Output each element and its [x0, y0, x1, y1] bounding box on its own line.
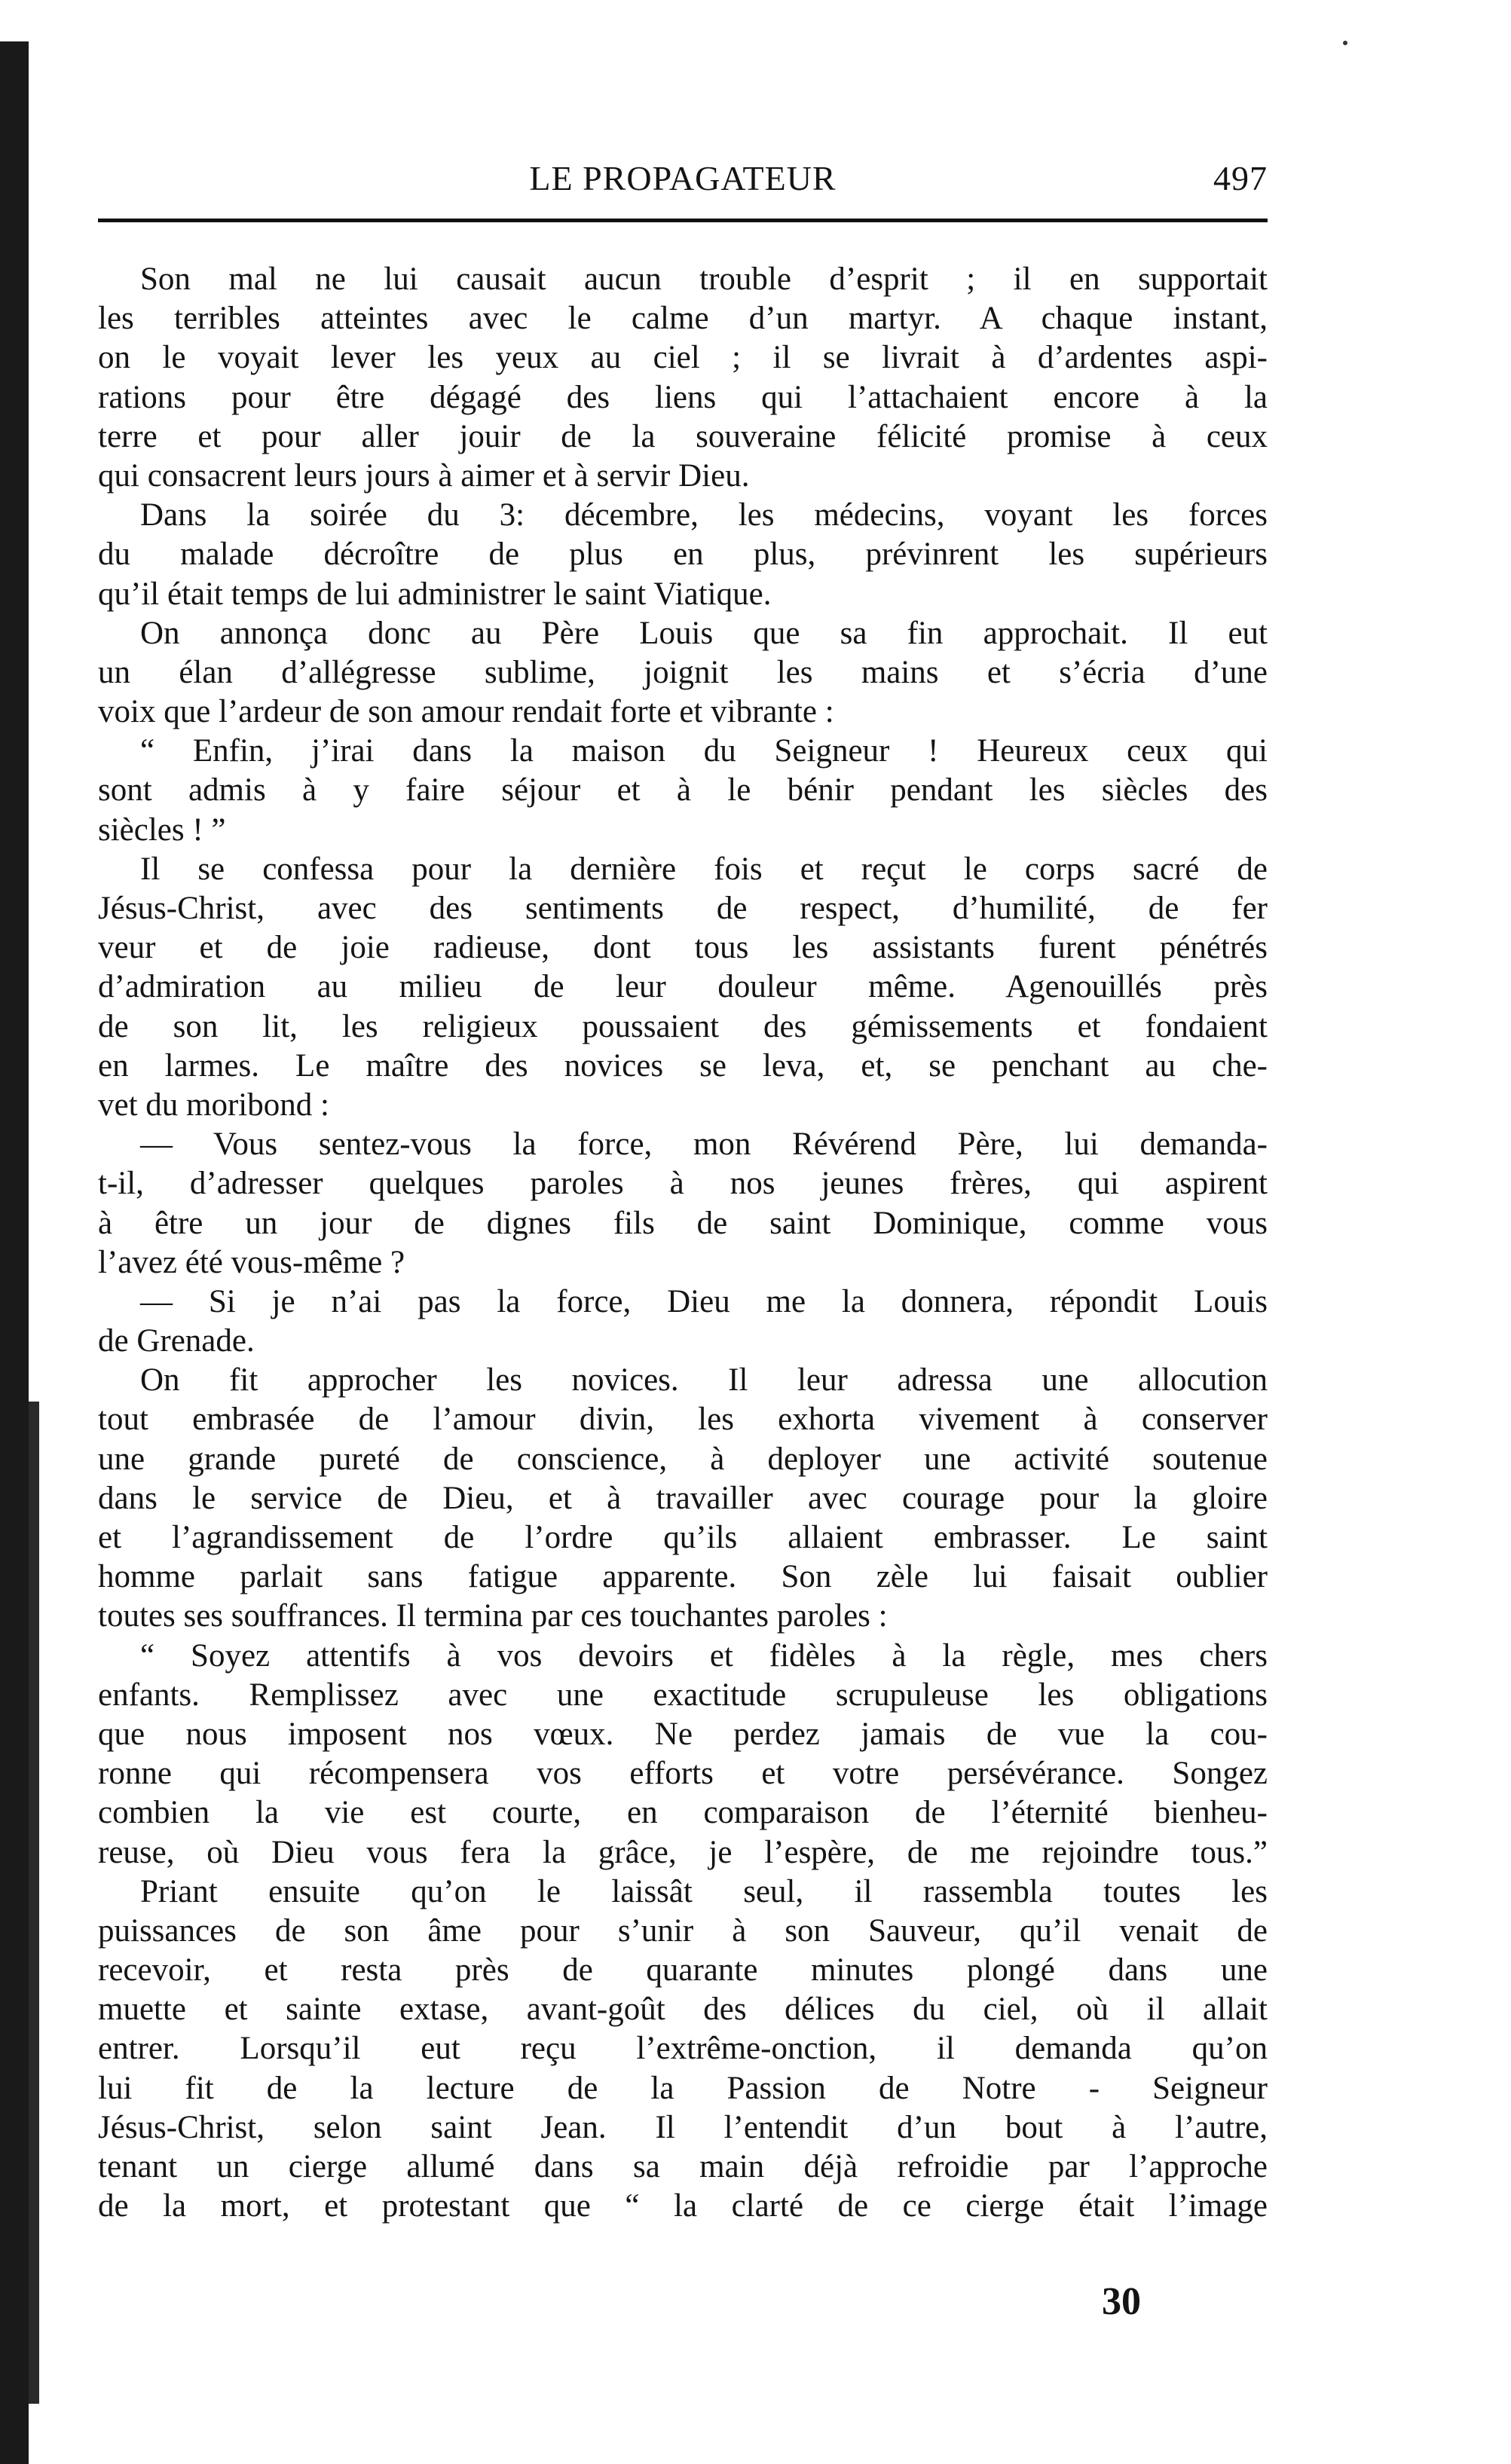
text-line: enfants. Remplissez avec une exactitude scrupuleuse les obligations: [98, 1677, 1268, 1713]
text-line: On annonça donc au Père Louis que sa fin approchait. Il eut: [140, 615, 1268, 651]
text-line: lui fit de la lecture de la Passion de Notre - Seigneur: [98, 2070, 1268, 2106]
text-line: tout embrasée de l’amour divin, les exhorta vivement à conserver: [98, 1402, 1268, 1438]
text-line: veur et de joie radieuse, dont tous les assistants furent pénétrés: [98, 930, 1268, 966]
text-line: d’admiration au milieu de leur douleur même. Agenouillés près: [98, 969, 1268, 1005]
text-line: un élan d’allégresse sublime, joignit les mains et s’écria d’une: [98, 654, 1268, 690]
text-line: Jésus-Christ, avec des sentiments de respect, d’humilité, de fer: [98, 891, 1268, 926]
scan-binding-edge: [0, 41, 29, 2464]
signature-mark: 30: [1102, 2280, 1141, 2323]
scan-binding-shadow: [29, 1402, 39, 2404]
text-line: terre et pour aller jouir de la souveraine félicité promise à ceux: [98, 418, 1268, 454]
scan-speck: [1343, 41, 1347, 45]
text-line: rations pour être dégagé des liens qui l’attachaient encore à la: [98, 379, 1268, 415]
text-line: que nous imposent nos vœux. Ne perdez jamais de vue la cou-: [98, 1716, 1268, 1752]
text-line: Priant ensuite qu’on le laissât seul, il rassembla toutes les: [140, 1873, 1268, 1909]
text-line: Il se confessa pour la dernière fois et reçut le corps sacré de: [140, 851, 1268, 887]
text-line: t-il, d’adresser quelques paroles à nos jeunes frères, qui aspirent: [98, 1166, 1268, 1202]
text-line: reuse, où Dieu vous fera la grâce, je l’espère, de me rejoindre tous.”: [98, 1834, 1268, 1870]
text-line: dans le service de Dieu, et à travailler avec courage pour la gloire: [98, 1480, 1268, 1516]
text-line: et l’agrandissement de l’ordre qu’ils allaient embrasser. Le saint: [98, 1520, 1268, 1555]
text-line: entrer. Lorsqu’il eut reçu l’extrême-onction, il demanda qu’on: [98, 2031, 1268, 2067]
text-line: muette et sainte extase, avant-goût des délices du ciel, où il allait: [98, 1992, 1268, 2028]
text-line: toutes ses souffrances. Il termina par ces touchantes paroles :: [98, 1598, 888, 1634]
text-line: de la mort, et protestant que “ la clarté de ce cierge était l’image: [98, 2188, 1268, 2224]
text-line: — Si je n’ai pas la force, Dieu me la donnera, répondit Louis: [140, 1283, 1268, 1319]
text-line: à être un jour de dignes fils de saint Dominique, comme vous: [98, 1205, 1268, 1241]
text-line: vet du moribond :: [98, 1087, 329, 1123]
text-line: l’avez été vous-même ?: [98, 1244, 405, 1280]
text-line: les terribles atteintes avec le calme d’un martyr. A chaque instant,: [98, 301, 1268, 337]
text-line: de Grenade.: [98, 1323, 255, 1359]
text-line: On fit approcher les novices. Il leur adressa une allocution: [140, 1362, 1268, 1399]
text-line: qu’il était temps de lui administrer le saint Viatique.: [98, 576, 772, 612]
text-line: puissances de son âme pour s’unir à son Sauveur, qu’il venait de: [98, 1912, 1268, 1949]
text-line: — Vous sentez-vous la force, mon Révérend Père, lui demanda-: [140, 1127, 1268, 1163]
book-page: [98, 143, 1268, 2226]
text-line: Dans la soirée du 3: décembre, les médecins, voyant les forces: [140, 497, 1268, 533]
text-line: homme parlait sans fatigue apparente. Son zèle lui faisait oublier: [98, 1559, 1268, 1595]
text-line: qui consacrent leurs jours à aimer et à servir Dieu.: [98, 457, 750, 494]
running-title: LE PROPAGATEUR: [529, 159, 837, 197]
text-line: en larmes. Le maître des novices se leva, et, se penchant au che-: [98, 1047, 1268, 1084]
running-header: [98, 143, 1268, 196]
text-line: de son lit, les religieux poussaient des gémissements et fondaient: [98, 1008, 1268, 1044]
text-line: Jésus-Christ, selon saint Jean. Il l’entendit d’un bout à l’autre,: [98, 2109, 1268, 2145]
body-text: [98, 260, 1268, 2226]
text-line: Son mal ne lui causait aucun trouble d’esprit ; il en supportait: [140, 261, 1268, 297]
text-line: tenant un cierge allumé dans sa main déjà refroidie par l’approche: [98, 2149, 1268, 2184]
text-line: “ Soyez attentifs à vos devoirs et fidèles à la règle, mes chers: [140, 1637, 1268, 1674]
page-number: 497: [1213, 159, 1268, 197]
text-line: “ Enfin, j’irai dans la maison du Seigneur ! Heureux ceux qui: [140, 733, 1268, 769]
text-line: siècles ! ”: [98, 812, 226, 848]
text-line: ronne qui récompensera vos efforts et votre persévérance. Songez: [98, 1756, 1268, 1792]
text-line: voix que l’ardeur de son amour rendait forte et vibrante :: [98, 694, 834, 730]
text-line: on le voyait lever les yeux au ciel ; il se livrait à d’ardentes aspi-: [98, 340, 1268, 376]
text-line: sont admis à y faire séjour et à le bénir pendant les siècles des: [98, 772, 1268, 809]
text-line: combien la vie est courte, en comparaison de l’éternité bienheu-: [98, 1795, 1268, 1831]
text-line: recevoir, et resta près de quarante minutes plongé dans une: [98, 1952, 1268, 1989]
text-line: du malade décroître de plus en plus, prévinrent les supérieurs: [98, 537, 1268, 573]
header-rule: [98, 219, 1268, 222]
text-line: une grande pureté de conscience, à deployer une activité soutenue: [98, 1441, 1268, 1477]
